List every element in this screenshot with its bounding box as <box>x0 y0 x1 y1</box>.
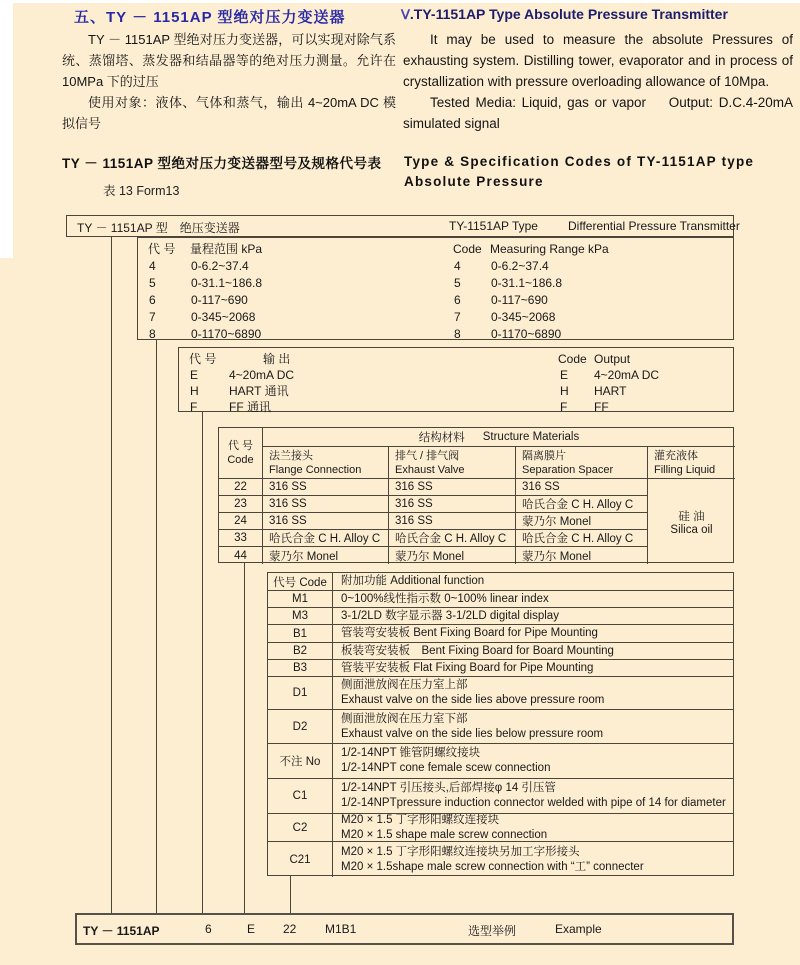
range-code-cn: 7 <box>149 310 156 324</box>
output-value-en: 4~20mA DC <box>594 368 660 382</box>
additional-row-desc <box>333 608 734 625</box>
materials-cell: 316 SS <box>263 496 389 513</box>
model-type-en: TY-1151AP Type <box>449 219 538 233</box>
additional-row-desc <box>333 779 734 814</box>
materials-code-header <box>219 428 263 479</box>
chinese-paragraph-2: 使用对象：液体、气体和蒸气，输出 4~20mA DC 模拟信号 <box>62 95 396 131</box>
additional-row-desc <box>333 814 734 842</box>
materials-col-header-en: Flange Connection <box>269 463 362 476</box>
example-selection-box <box>75 913 734 945</box>
range-row <box>138 275 733 292</box>
range-value-header-cn: 量程范围 kPa <box>190 242 263 256</box>
materials-col-header-cn: 法兰接头 <box>269 449 313 462</box>
additional-desc-line: M20 × 1.5 丁字形阳螺纹连接块 <box>341 814 500 826</box>
output-row <box>179 383 733 399</box>
materials-col-header-en: Exhaust Valve <box>395 463 465 476</box>
additional-row-code: B2 <box>268 643 333 660</box>
output-code-en: E <box>560 368 569 382</box>
range-value-cn: 0-117~690 <box>191 293 248 307</box>
output-code-cn: F <box>190 400 198 414</box>
output-row <box>179 399 733 415</box>
additional-desc-line: 1/2-14NPT cone female scew connection <box>341 762 551 774</box>
english-paragraph-2: Tested Media: Liquid, gas or vapor Output: D.C.4-20mA simulated signal <box>403 95 793 131</box>
additional-row-code: C1 <box>268 779 333 814</box>
materials-group-header-cn: 结构材料 <box>418 432 465 444</box>
model-header-box <box>66 215 740 237</box>
additional-row-desc <box>333 842 734 877</box>
materials-cell: 316 SS <box>389 513 516 530</box>
materials-cell: 316 SS <box>389 479 516 496</box>
output-row <box>179 367 733 383</box>
materials-row-code: 24 <box>219 513 263 530</box>
additional-desc-line: 侧面泄放阀在压力室下部 <box>341 712 468 725</box>
output-value-en: HART <box>594 384 627 398</box>
range-value-en: 0-6.2~37.4 <box>491 259 549 273</box>
chinese-section-title: 五、TY － 1151AP 型绝对压力变送器 <box>74 9 346 26</box>
output-code-cn: E <box>190 368 199 382</box>
materials-filling-en: Silica oil <box>670 523 713 536</box>
tree-line-model <box>111 236 112 913</box>
output-box <box>178 347 734 412</box>
additional-row-desc <box>333 744 734 779</box>
output-code-en: H <box>560 384 569 398</box>
materials-cell: 蒙乃尔 Monel <box>263 547 389 564</box>
tree-line-additional <box>290 876 291 913</box>
tree-line-range <box>156 340 157 913</box>
range-code-cn: 6 <box>149 293 156 307</box>
additional-header-code: 代号 Code <box>268 573 333 591</box>
output-code-header-en: Code <box>558 352 587 366</box>
example-code-output: E <box>247 922 256 936</box>
output-header-row <box>179 351 733 367</box>
additional-row-code: C21 <box>268 842 333 877</box>
range-value-cn: 0-31.1~186.8 <box>191 276 263 290</box>
range-value-en: 0-117~690 <box>491 293 548 307</box>
range-row <box>138 292 733 309</box>
range-code-en: 7 <box>454 310 461 324</box>
additional-desc-line: M20 × 1.5 shape male screw connection <box>341 828 548 841</box>
output-code-header-cn: 代 号 <box>189 352 217 366</box>
range-code-cn: 4 <box>149 259 156 273</box>
range-value-cn: 0-345~2068 <box>191 310 256 324</box>
materials-col-header-cn: 灌充液体 <box>654 449 698 462</box>
materials-group-header <box>263 428 735 447</box>
additional-desc-line: 侧面泄放阀在压力室上部 <box>341 679 468 691</box>
materials-cell: 316 SS <box>263 513 389 530</box>
materials-col-header-en: Separation Spacer <box>522 463 614 476</box>
additional-row-code: D1 <box>268 677 333 710</box>
page-margin-left <box>0 0 13 258</box>
output-value-cn: HART 通讯 <box>229 384 289 398</box>
english-table-title: Type & Specification Codes of TY-1151AP type Absolute Pressure <box>404 154 755 189</box>
materials-code-header-en: Code <box>227 454 254 466</box>
additional-desc-line: 3-1/2LD 数字显示器 3-1/2LD digital display <box>341 609 559 622</box>
materials-filling-cell <box>648 479 735 564</box>
additional-row-desc <box>333 677 734 710</box>
example-code-materials: 22 <box>283 922 297 936</box>
tree-line-output <box>202 412 203 913</box>
additional-desc-line: 管装平安装板 Flat Fixing Board for Pipe Mounting <box>341 661 594 674</box>
range-code-header-cn: 代 号 <box>148 242 176 256</box>
additional-function-table <box>267 572 734 876</box>
additional-header-desc: 附加功能 Additional function <box>333 573 734 591</box>
additional-row-code: M3 <box>268 608 333 625</box>
range-row <box>138 326 733 343</box>
additional-row-desc <box>333 643 734 660</box>
additional-row-desc <box>333 710 734 744</box>
materials-cell: 蒙乃尔 Monel <box>389 547 516 564</box>
english-section-title <box>401 6 728 23</box>
range-value-cn: 0-6.2~37.4 <box>191 259 249 273</box>
materials-row-code: 44 <box>219 547 263 564</box>
range-header-row <box>138 241 733 258</box>
materials-code-header-cn: 代 号 <box>227 440 254 452</box>
materials-cell: 316 SS <box>263 479 389 496</box>
example-model-prefix: TY － 1151AP <box>83 924 160 938</box>
range-code-en: 4 <box>454 259 461 273</box>
materials-cell: 哈氏合金 C H. Alloy C <box>516 530 648 547</box>
example-code-additional: M1B1 <box>325 922 357 936</box>
page-margin-top <box>0 0 800 3</box>
additional-desc-line: 管装弯安装板 Bent Fixing Board for Pipe Mounting <box>341 627 598 639</box>
range-code-en: 6 <box>454 293 461 307</box>
materials-row-code: 33 <box>219 530 263 547</box>
tree-line-materials <box>244 563 245 913</box>
additional-row-desc <box>333 591 734 608</box>
structure-materials-table <box>218 427 734 563</box>
output-value-cn: FF 通讯 <box>229 400 271 414</box>
chinese-paragraph-1: TY － 1151AP 型绝对压力变送器，可以实现对除气系统、蒸馏塔、蒸发器和结晶器等的绝对压力测量。允许在10MPa 下的过压 <box>62 32 396 89</box>
measuring-range-box <box>137 237 734 340</box>
example-code-range: 6 <box>205 922 212 936</box>
output-rows <box>179 348 733 415</box>
additional-desc-line: 1/2-14NPT 锥管阴螺纹接块 <box>341 747 481 759</box>
materials-cell: 蒙乃尔 Monel <box>516 547 648 564</box>
additional-row-desc <box>333 660 734 677</box>
materials-col-header-cn: 隔离膜片 <box>522 449 566 462</box>
additional-row-desc <box>333 625 734 643</box>
additional-desc-line: 板装弯安装板 Bent Fixing Board for Board Mounting <box>341 644 614 657</box>
additional-row-code: M1 <box>268 591 333 608</box>
materials-col-header <box>389 447 516 479</box>
materials-filling-cn: 硅 油 <box>678 510 705 523</box>
range-value-en: 0-1170~6890 <box>491 327 562 341</box>
materials-row-code: 22 <box>219 479 263 496</box>
english-paragraph-1: It may be used to measure the absolute Pressures of exhausting system. Distilling tower, evaporator and in process of crystallization with pressure overloading allowance of 10Mpa. <box>403 32 793 89</box>
output-code-en: F <box>560 400 568 414</box>
materials-col-header <box>263 447 389 479</box>
chinese-table-title: TY － 1151AP 型绝对压力变送器型号及规格代号表 <box>62 156 382 171</box>
output-value-header-cn: 输 出 <box>263 352 291 366</box>
english-intro-paragraphs <box>403 29 793 134</box>
range-row <box>138 309 733 326</box>
range-code-header-en: Code <box>453 242 482 256</box>
range-row <box>138 258 733 275</box>
range-code-cn: 8 <box>149 327 156 341</box>
materials-col-header <box>516 447 648 479</box>
section-numeral: Ⅴ <box>401 7 410 22</box>
output-code-cn: H <box>190 384 199 398</box>
example-label-en: Example <box>555 922 602 936</box>
additional-desc-line: Exhaust valve on the side lies below pressure room <box>341 727 604 740</box>
measuring-range-rows <box>138 238 733 343</box>
example-label-cn: 选型举例 <box>468 924 517 938</box>
additional-row-code: B1 <box>268 625 333 643</box>
materials-cell: 哈氏合金 C H. Alloy C <box>389 530 516 547</box>
english-section-title-text: .TY-1151AP Type Absolute Pressure Transmitter <box>409 6 728 22</box>
additional-row-code: B3 <box>268 660 333 677</box>
output-value-en: FF <box>594 400 609 414</box>
materials-row-code: 23 <box>219 496 263 513</box>
materials-col-header <box>648 447 735 479</box>
additional-desc-line: 1/2-14NPTpressure induction connector welded with pipe of 14 for diameter <box>341 797 726 809</box>
additional-row-code: 不注 No <box>268 744 333 779</box>
range-code-en: 5 <box>454 276 461 290</box>
output-value-cn: 4~20mA DC <box>229 368 295 382</box>
additional-desc-line: M20 × 1.5 丁字形阳螺纹连接块另加工字形接头 <box>341 845 580 858</box>
range-value-en: 0-31.1~186.8 <box>491 276 563 290</box>
model-name-cn: TY － 1151AP 型 绝压变送器 <box>77 221 240 235</box>
range-value-header-en: Measuring Range kPa <box>490 242 609 256</box>
chinese-intro-paragraphs <box>62 29 396 134</box>
range-code-cn: 5 <box>149 276 156 290</box>
model-name-en: Differential Pressure Transmitter <box>568 219 740 233</box>
range-value-en: 0-345~2068 <box>491 310 556 324</box>
additional-desc-line: 1/2-14NPT 引压接头,后部焊接φ 14 引压管 <box>341 782 556 794</box>
additional-row-code: D2 <box>268 710 333 744</box>
materials-cell: 316 SS <box>389 496 516 513</box>
additional-desc-line: 0~100%线性指示数 0~100% linear index <box>341 592 549 605</box>
materials-group-header-en: Structure Materials <box>482 431 580 443</box>
materials-cell: 哈氏合金 C H. Alloy C <box>263 530 389 547</box>
output-value-header-en: Output <box>594 352 631 366</box>
additional-desc-line: Exhaust valve on the side lies above pressure room <box>341 694 605 706</box>
materials-col-header-en: Filling Liquid <box>654 463 716 476</box>
materials-cell: 316 SS <box>516 479 648 496</box>
range-value-cn: 0-1170~6890 <box>191 327 262 341</box>
additional-row-code: C2 <box>268 814 333 842</box>
materials-cell: 蒙乃尔 Monel <box>516 513 648 530</box>
materials-col-header-cn: 排气 / 排气阀 <box>395 449 460 462</box>
table-caption: 表 13 Form13 <box>103 184 180 198</box>
materials-cell: 哈氏合金 C H. Alloy C <box>516 496 648 513</box>
range-code-en: 8 <box>454 327 461 341</box>
additional-desc-line: M20 × 1.5shape male screw connection with “工” connecter <box>341 860 644 873</box>
